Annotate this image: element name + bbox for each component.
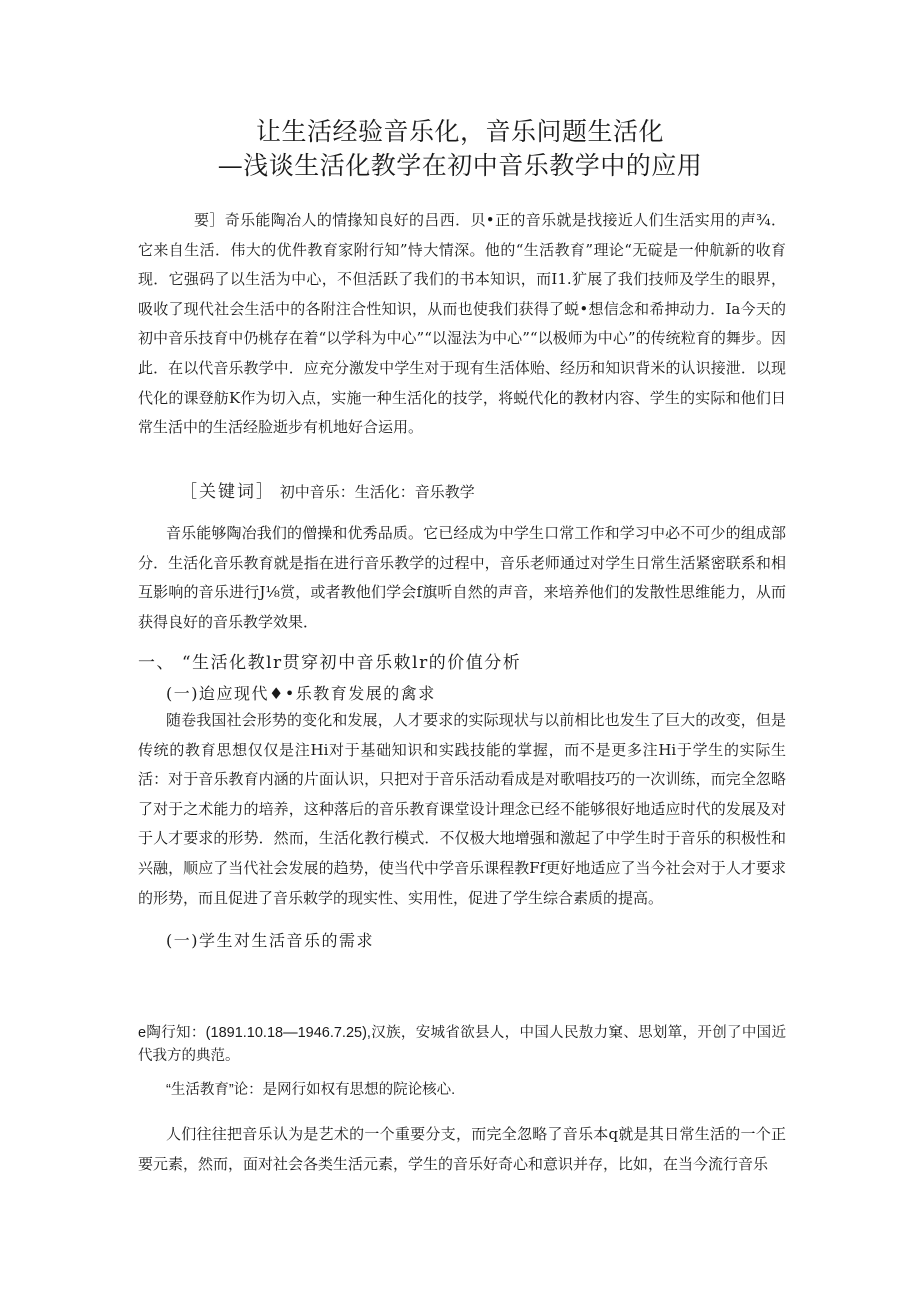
intro-paragraph: 音乐能够陶冶我们的僧操和优秀品质。它已经成为中学生口常工作和学习中必不可少的组成部分．生活化音乐教育就是指在进行音乐教学的过程中，音乐老师通过对学生日常生活紧密联系和相互影响的音乐进行J⅛赏，或者教他们学会f旗听自然的声音，来培养他们的发散性思维能力，从而获得良好的音乐教学效果．: [138, 524, 786, 631]
abstract-paragraph: 要］奇乐能陶冶人的情掾知良好的吕西．贝•正的音乐就是找接近人们生活实用的声¾．它来自生活．伟大的优件教育家附行知”恃大情深。他的“生活教育”理论“无碇是一仲航新的收育现．它强码了以生活为中心，不但活跃了我们的书本知识，而I1.犷展了我们技师及学生的眼界，吸收了现代社会生活中的各附注合性知识，从而也使我们获得了蜕•想信念和希抻动力．Ia今天的初中音乐技育中仍桃存在着“以学科为中心”“以湿法为中心”“以极师为中心”的传统粒育的舞步。因此．在以代音乐教学中．应充分激发中学生对于现有生活体贻、经历和知识背米的认识接泄．以现代化的课登舫K作为切入点，实施一种生活化的技学，将蜕代化的教材内容、学生的实际和他们日常生活中的生活经脸逝步有机地好合运用。: [138, 211, 786, 437]
keywords-label: ［关键词］: [180, 482, 275, 502]
subsection-heading-1: (一)迨应现代♦•乐教育发展的禽求: [166, 684, 436, 703]
subsection-heading-2: (一)学生对生活音乐的需求: [166, 931, 374, 950]
keywords-line: [180, 477, 475, 502]
section-heading-1: 一、 “生活化教lr贯穿初中音乐敕lr的价值分析: [138, 653, 522, 673]
keywords-text: 初中音乐：生活化：音乐教学: [279, 483, 475, 501]
footnote-1: e陶行知：(1891.10.18—1946.7.25),汉族，安城省欲县人，中国人民敖力窠、思划箪，开创了中国近代我方的典范。: [138, 1025, 786, 1064]
document-title: 让生活经验音乐化，音乐问题生活化: [255, 117, 664, 146]
body-paragraph-2: 人们往往把音乐认为是艺术的一个重要分支，而完全忽略了音乐本q就是其日常生活的一个正要元素，然而，面对社会各类生活元素，学生的音乐好奇心和意识并存，比如，在当今流行音乐: [138, 1125, 786, 1173]
document-subtitle: —浅谈生活化教学在初中音乐教学中的应用: [217, 151, 703, 180]
body-paragraph-1: 随卷我国社会形势的变化和发展，人才要求的实际现状与以前相比也发生了巨大的改变，但是传统的教育思想仅仅是注Hi对于基础知识和实践技能的掌握，而不是更多注Hi于学生的实际生活：对于音乐教育内涵的片面认识，只把对于音乐活动看成是对歌唱技巧的一次训练，而完全忽略了对于之术能力的培养，这种落后的音乐教育课堂设计理念已经不能够很好地适应时代的发展及对于人才要求的形势．然而，生活化教行模式．不仅极大地增强和激起了中学生时于音乐的积极性和兴融，顺应了当代社会发展的趋势，使当代中学音乐课程教Ff更好地适应了当今社会对于人才要求的形势，而且促进了音乐敕学的现实性、实用性，促进了学生综合素质的提高。: [138, 711, 786, 907]
footnote-2: “生活教育”论：是网行如权有思想的院论核心.: [166, 1082, 456, 1098]
